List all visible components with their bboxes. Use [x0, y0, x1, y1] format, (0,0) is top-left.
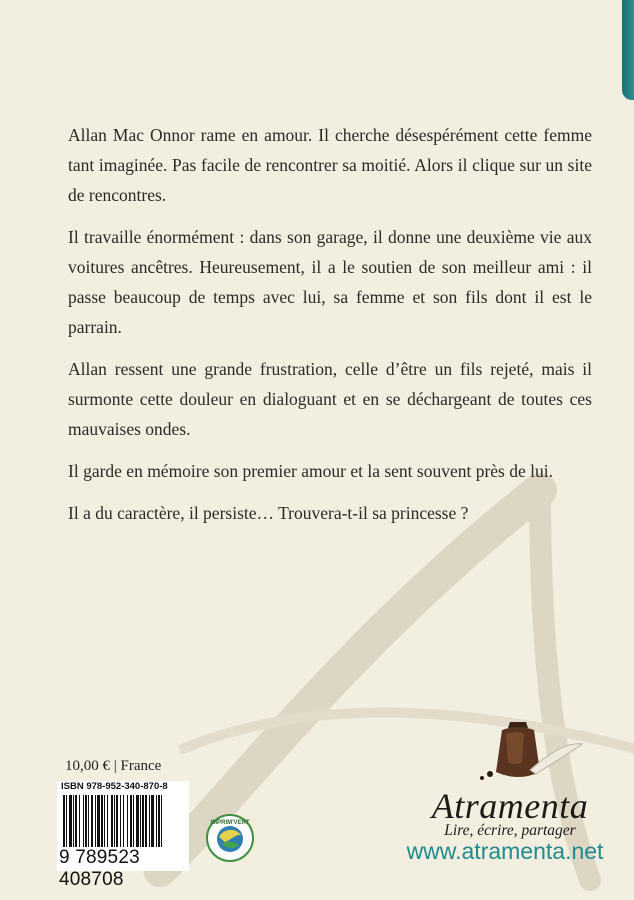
corner-tab: [622, 0, 634, 100]
synopsis-paragraph: Allan ressent une grande frustration, celle d’être un fils rejeté, mais il surmonte cette douleur en dialoguant et en se déchargeant de toutes ces mauvaises ondes.: [68, 359, 592, 439]
synopsis-paragraph: Il garde en mémoire son premier amour et la sent souvent près de lui.: [68, 461, 553, 481]
synopsis-paragraph: Il travaille énormément : dans son garage, il donne une deuxième vie aux voitures ancêtres. Heureusement, il a le soutien de son meilleur ami : il passe beaucoup de temps avec lui, sa femme et son fils dont il est le parrain.: [68, 227, 592, 337]
price-label: 10,00 € | France: [65, 758, 162, 774]
synopsis-paragraph: Allan Mac Onnor rame en amour. Il cherche désespérément cette femme tant imaginée. Pas facile de rencontrer sa moitié. Alors il clique sur un site de rencontres.: [68, 125, 592, 205]
inkwell-quill-icon: [470, 712, 585, 792]
svg-text:IMPRIM'VERT: IMPRIM'VERT: [210, 820, 250, 826]
barcode-bars-icon: [61, 795, 185, 847]
barcode-digits: 9 789523 408708: [59, 847, 140, 890]
synopsis-paragraph: Il a du caractère, il persiste… Trouvera-t-il sa princesse ?: [68, 503, 469, 523]
publisher-name: Atramenta: [431, 786, 589, 826]
imprim-vert-logo-icon: [205, 813, 255, 863]
publisher-website-link[interactable]: www.atramenta.net: [406, 838, 604, 864]
barcode: [57, 781, 189, 890]
synopsis: [68, 120, 592, 540]
publisher-tagline: Lire, écrire, partager: [444, 822, 576, 839]
isbn-label: ISBN 978-952-340-870-8: [61, 781, 168, 792]
